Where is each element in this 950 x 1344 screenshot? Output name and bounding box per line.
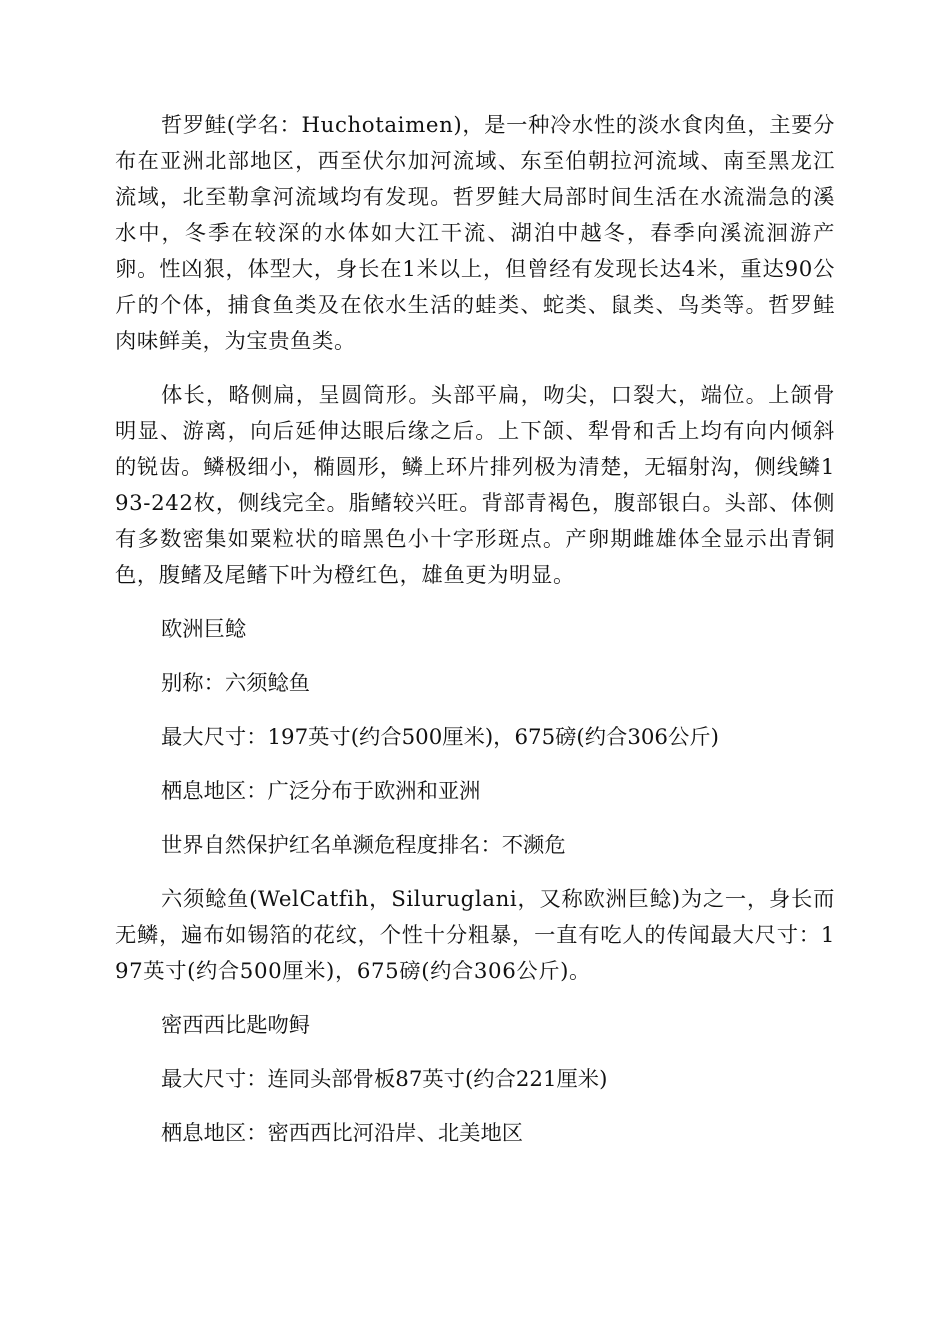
paddlefish-habitat: 栖息地区：密西西比河沿岸、北美地区 bbox=[161, 1121, 524, 1146]
catfish-max-size: 最大尺寸：197英寸(约合500厘米)，675磅(约合306公斤) bbox=[161, 725, 719, 750]
catfish-habitat: 栖息地区：广泛分布于欧洲和亚洲 bbox=[161, 779, 481, 804]
document-page bbox=[115, 108, 835, 1170]
catfish-iucn-status: 世界自然保护红名单濒危程度排名：不濒危 bbox=[161, 833, 566, 858]
catfish-heading: 欧洲巨鲶 bbox=[161, 617, 247, 642]
paddlefish-heading: 密西西比匙吻鲟 bbox=[161, 1013, 311, 1038]
catfish-description-paragraph: 六须鲶鱼(WelCatfih，Siluruglani，又称欧洲巨鲶)为之一，身长而无鳞，遍布如锡箔的花纹，个性十分粗暴，一直有吃人的传闻最大尺寸：197英寸(约合500厘米)，675磅(约合306公斤)。 bbox=[115, 887, 835, 984]
taimen-description-paragraph: 体长，略侧扁，呈圆筒形。头部平扁，吻尖，口裂大，端位。上颌骨明显、游离，向后延伸达眼后缘之后。上下颌、犁骨和舌上均有向内倾斜的锐齿。鳞极细小，椭圆形，鳞上环片排列极为清楚，无辐射沟，侧线鳞193-242枚，侧线完全。脂鳍较兴旺。背部青褐色，腹部银白。头部、体侧有多数密集如粟粒状的暗黑色小十字形斑点。产卵期雌雄体全显示出青铜色，腹鳍及尾鳍下叶为橙红色，雄鱼更为明显。 bbox=[115, 383, 835, 588]
paddlefish-max-size: 最大尺寸：连同头部骨板87英寸(约合221厘米) bbox=[161, 1067, 608, 1092]
taimen-intro-paragraph: 哲罗鲑(学名：Huchotaimen)，是一种冷水性的淡水食肉鱼，主要分布在亚洲北部地区，西至伏尔加河流域、东至伯朝拉河流域、南至黑龙江流域，北至勒拿河流域均有发现。哲罗鲑大局部时间生活在水流湍急的溪水中，冬季在较深的水体如大江干流、湖泊中越冬，春季向溪流洄游产卵。性凶狠，体型大，身长在1米以上，但曾经有发现长达4米，重达90公斤的个体，捕食鱼类及在依水生活的蛙类、蛇类、鼠类、鸟类等。哲罗鲑肉味鲜美，为宝贵鱼类。 bbox=[115, 113, 835, 354]
catfish-alias: 别称：六须鲶鱼 bbox=[161, 671, 311, 696]
